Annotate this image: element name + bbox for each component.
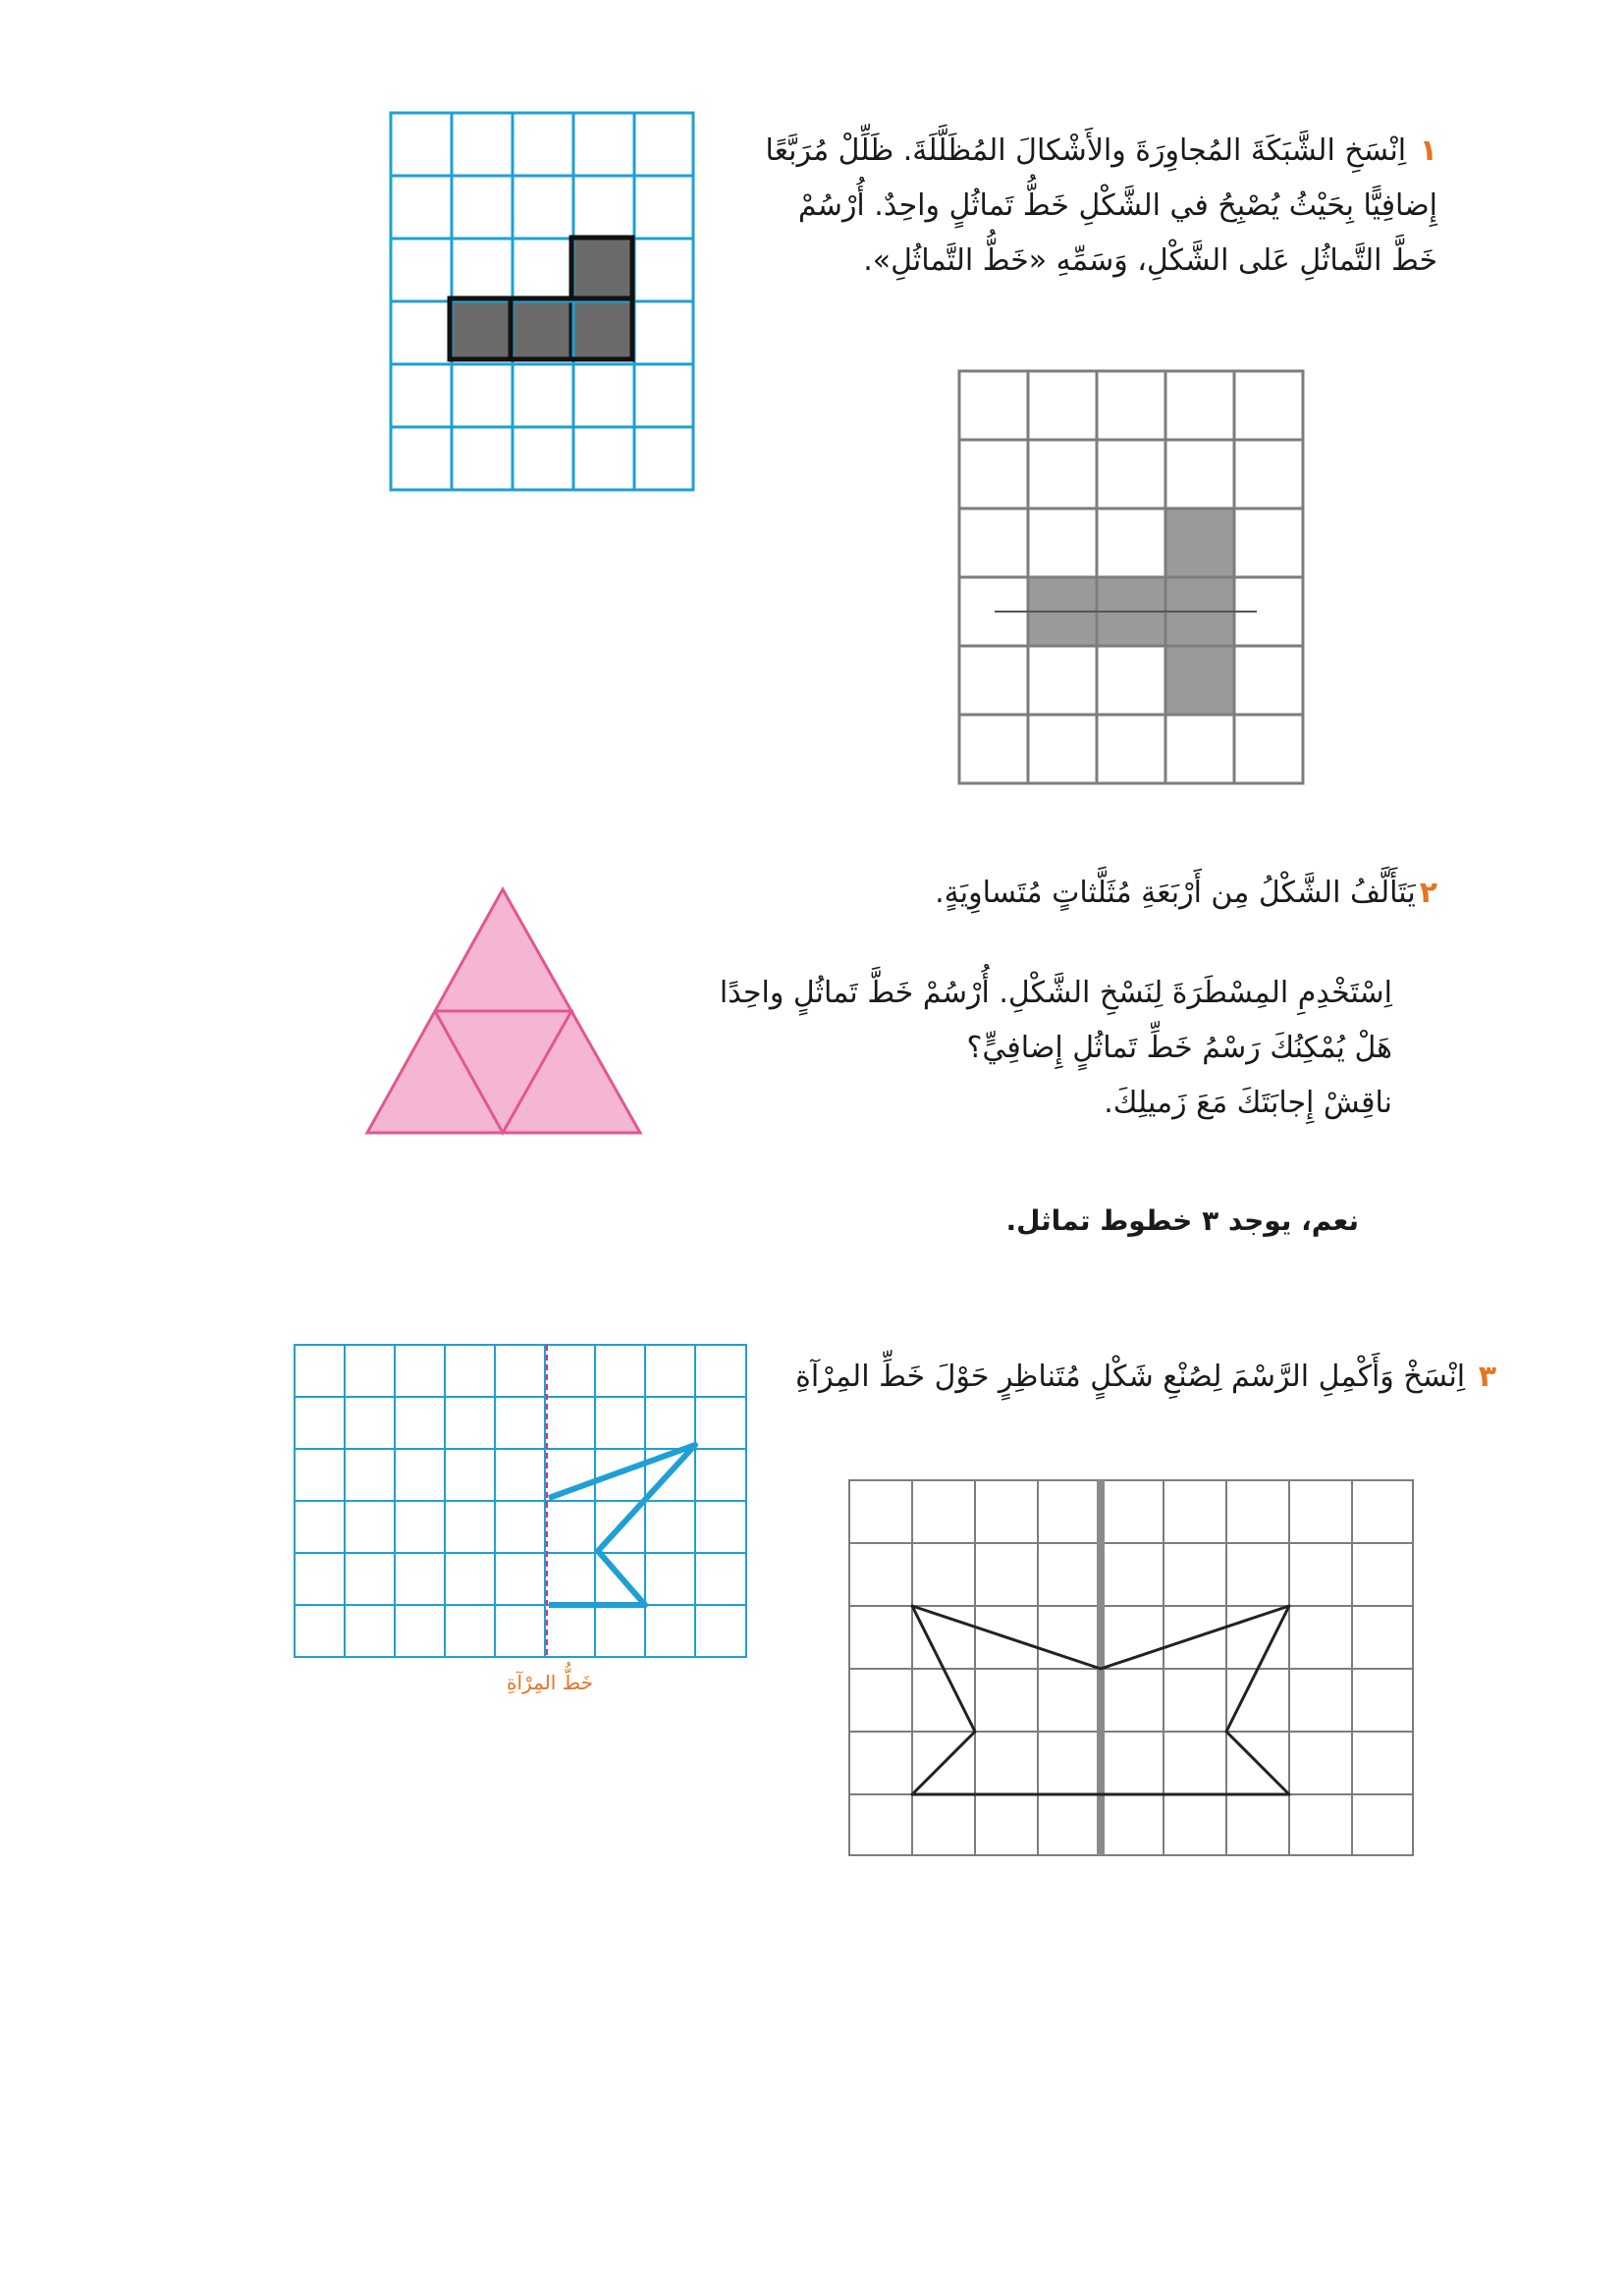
grid-lines [959, 371, 1303, 783]
shaded-square [511, 298, 571, 359]
shaded-square [571, 298, 632, 359]
exercise3-blue-grid [293, 1343, 748, 1659]
exercise1-blue-grid [389, 111, 695, 492]
exercise1-line-1: ١ اِنْسَخِ الشَّبَكَةَ المُجاوِرَةَ والأَشْكالَ المُظَلَّلَةَ. ظَلِّلْ مُرَبَّعًا [765, 133, 1437, 168]
shaded-square [450, 298, 511, 359]
half-shape [549, 1445, 695, 1605]
mirror-line-label: خَطُّ المِرْآةِ [507, 1671, 593, 1694]
exercise2-text [720, 966, 1392, 1131]
exercise2-heading: ٢يَتَأَلَّفُ الشَّكْلُ مِن أَرْبَعَةِ مُثَلَّثاتٍ مُتَساوِيَةٍ. [935, 876, 1437, 910]
exercise3-number: ٣ [1478, 1360, 1496, 1394]
exercise1-text [766, 124, 1437, 289]
exercise2-number: ٢ [1419, 876, 1437, 910]
shaded-square [1165, 508, 1234, 577]
exercise2-line-3: ناقِشْ إِجابَتَكَ مَعَ زَميلِكَ. [1104, 1086, 1392, 1120]
exercise2-line-1: اِسْتَخْدِمِ المِسْطَرَةَ لِنَسْخِ الشَّكْلِ. أُرْسُمْ خَطَّ تَماثُلٍ واحِدًا [719, 976, 1392, 1010]
grid-lines [295, 1345, 746, 1657]
exercise1-number: ١ [1419, 133, 1437, 168]
exercise2-triangle-figure [363, 883, 646, 1137]
exercise3-heading: ٣ اِنْسَخْ وَأَكْمِلِ الرَّسْمَ لِصُنْعِ شَكْلٍ مُتَناظِرٍ حَوْلَ خَطِّ المِرْآةِ [795, 1360, 1496, 1394]
exercise1-answer-grid [957, 369, 1305, 785]
exercise2-line-2: هَلْ يُمْكِنُكَ رَسْمُ خَطِّ تَماثُلٍ إِضافِيٍّ؟ [966, 1031, 1392, 1065]
exercise2-answer: نعم، يوجد ٣ خطوط تماثل. [1005, 1204, 1359, 1237]
grid-lines [391, 113, 693, 490]
grid-lines [849, 1480, 1413, 1855]
exercise1-line-3: خَطَّ التَّماثُلِ عَلى الشَّكْلِ، وَسَمِّهِ «خَطُّ التَّماثُلِ». [863, 243, 1437, 278]
shaded-square [571, 238, 632, 298]
exercise1-line-2: إِضافِيًّا بِحَيْثُ يُصْبِحُ في الشَّكْلِ خَطُّ تَماثُلٍ واحِدٌ. أُرْسُمْ [797, 188, 1437, 223]
exercise3-answer-grid [847, 1478, 1415, 1857]
shaded-square [1165, 646, 1234, 715]
